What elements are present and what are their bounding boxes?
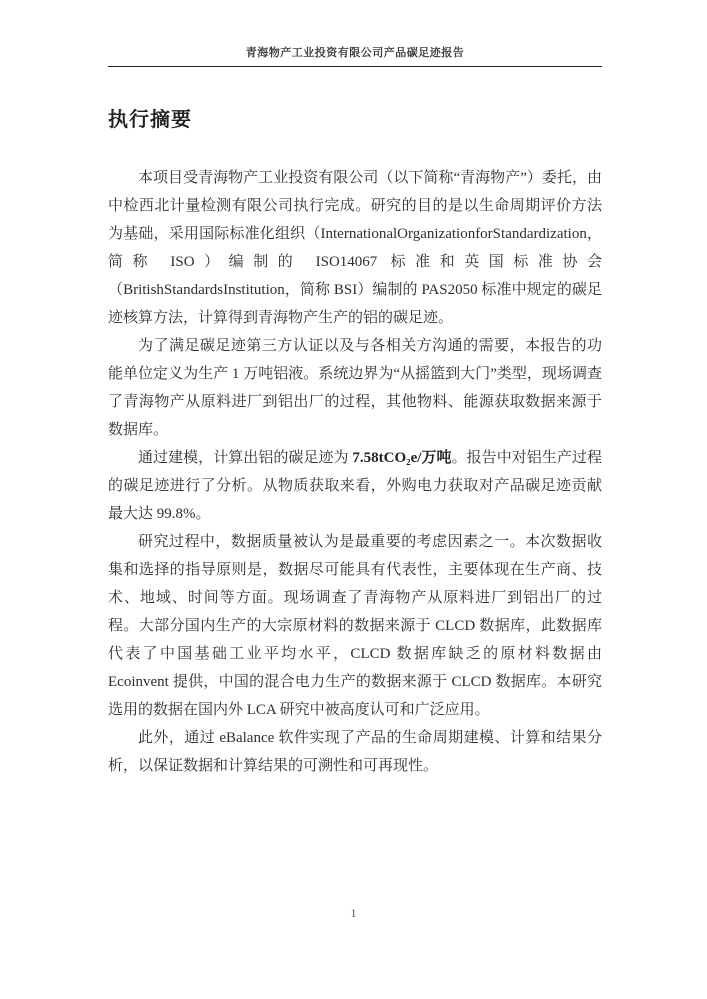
carbon-footprint-value: 7.58tCO₂e/万吨 — [352, 450, 452, 466]
paragraph-functional-unit: 为了满足碳足迹第三方认证以及与各相关方沟通的需要，本报告的功能单位定义为生产 1 万吨铝液。系统边界为“从摇篮到大门”类型，现场调查了青海物产从原料进厂到铝出厂的过程，其他物料、能源获取数据来源于数据库。 — [108, 338, 602, 438]
paragraph-result-lead: 通过建模，计算出铝的碳足迹为 — [138, 450, 353, 466]
page-number: 1 — [350, 906, 357, 920]
paragraph-result-rest: 。报告中对铝生产过程的碳足迹进行了分析。从物质获取来看，外购电力获取对产品碳足迹贡献最大达 99.8%。 — [108, 450, 602, 522]
paragraph-project-intro: 本项目受青海物产工业投资有限公司（以下简称“青海物产”）委托，由中检西北计量检测有限公司执行完成。研究的目的是以生命周期评价方法为基础，采用国际标准化组织（InternationalOrganizationforStandardization，简称 ISO）编制的 ISO14067 标准和英国标准协会（BritishStandardsInstitution，简称 BSI）编制的 PAS2050 标准中规定的碳足迹核算方法，计算得到青海物产生产的铝的碳足迹。 — [108, 170, 602, 326]
running-header-title: 青海物产工业投资有限公司产品碳足迹报告 — [245, 47, 465, 59]
paragraph-result — [108, 444, 602, 528]
page-content — [108, 0, 602, 780]
paragraph-data-quality: 研究过程中，数据质量被认为是最重要的考虑因素之一。本次数据收集和选择的指导原则是，数据尽可能具有代表性，主要体现在生产商、技术、地域、时间等方面。现场调查了青海物产从原料进厂到铝出厂的过程。大部分国内生产的大宗原材料的数据来源于 CLCD 数据库，此数据库代表了中国基础工业平均水平，CLCD 数据库缺乏的原材料数据由 Ecoinvent 提供，中国的混合电力生产的数据来源于 CLCD 数据库。本研究选用的数据在国内外 LCA 研究中被高度认可和广泛应用。 — [108, 534, 602, 718]
section-title: 执行摘要 — [108, 109, 192, 131]
paragraph-software: 此外，通过 eBalance 软件实现了产品的生命周期建模、计算和结果分析，以保证数据和计算结果的可溯性和可再现性。 — [108, 730, 602, 774]
